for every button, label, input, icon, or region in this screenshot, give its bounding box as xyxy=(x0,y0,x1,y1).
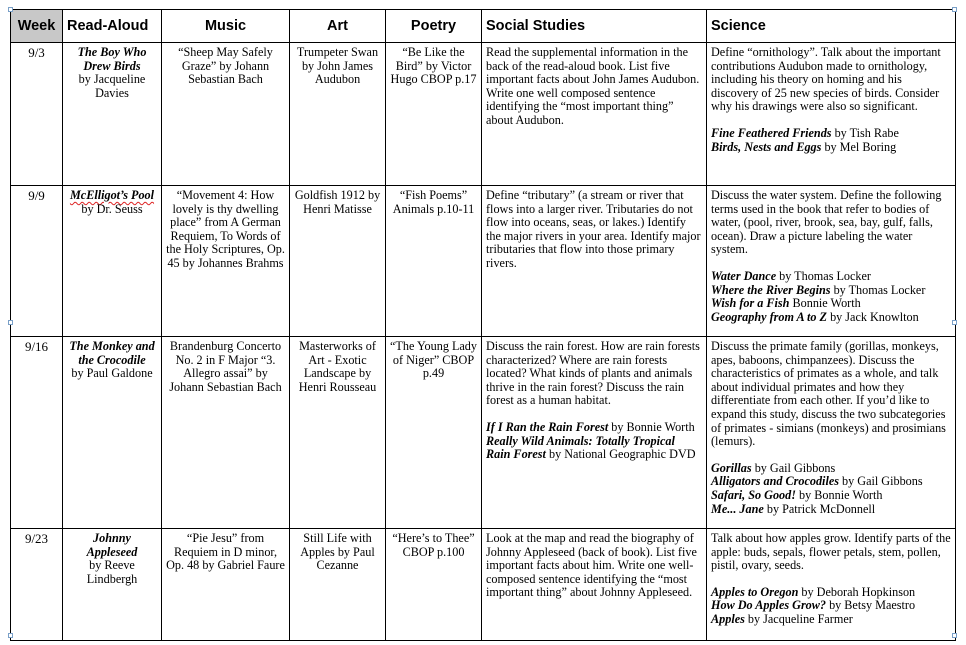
resource-line: Apples to Oregon by Deborah Hopkinson xyxy=(711,584,916,599)
book-author: by Jacqueline Davies xyxy=(78,72,146,100)
week-header: Week xyxy=(11,10,63,43)
read-aloud-header: Read-Aloud xyxy=(63,10,162,43)
read-aloud-cell xyxy=(63,337,162,529)
week-cell: 9/23 xyxy=(11,529,63,641)
poetry-cell: “Here’s to Thee” CBOP p.100 xyxy=(386,529,482,641)
read-aloud-cell xyxy=(63,186,162,337)
book-author: by Dr. Seuss xyxy=(81,201,143,216)
resize-handle-bottom-left[interactable] xyxy=(8,633,13,638)
science-cell xyxy=(707,337,956,529)
book-title: Johnny Appleseed xyxy=(86,531,138,559)
resource-line: Water Dance by Thomas Locker xyxy=(711,268,871,283)
art-cell: Goldfish 1912 by Henri Matisse xyxy=(290,186,386,337)
social-studies-header: Social Studies xyxy=(482,10,707,43)
resource-line: Alligators and Crocodiles by Gail Gibbons xyxy=(711,474,923,489)
poetry-cell: “Fish Poems” Animals p.10-11 xyxy=(386,186,482,337)
lesson-plan-table xyxy=(10,9,956,641)
week-cell: 9/9 xyxy=(11,186,63,337)
music-cell: “Movement 4: How lovely is thy dwelling place” from A German Requiem, To Words of the Holy Scriptures, Op. 45 by Johannes Brahms xyxy=(162,186,290,337)
social-studies-cell: Read the supplemental information in the back of the read-aloud book. List five important facts about John James Audubon. Write one well composed sentence identifying the “most important thing” about Audubon. xyxy=(482,43,707,186)
resource-line: Safari, So Good! by Bonnie Worth xyxy=(711,487,883,502)
social-text: Discuss the rain forest. How are rain forests characterized? Where are rain forests located? What kinds of plants and animals thrive in the rain forest? Discuss the rain forest as a human habitat. xyxy=(486,339,700,408)
science-text: Discuss the water system. Define the following terms used in the book that refer to bodies of water, (pool, river, brook, sea, bay, gulf, falls, ocean). Draw a picture labeling the water system. xyxy=(711,188,942,257)
table-row xyxy=(11,529,956,641)
music-cell: Brandenburg Concerto No. 2 in F Major “3. Allegro assai” by Johann Sebastian Bach xyxy=(162,337,290,529)
science-header: Science xyxy=(707,10,956,43)
social-studies-cell: Look at the map and read the biography of Johnny Appleseed (back of book). List five important facts about him. Write one well-composed sentence identifying the “most important thing” about Johnny Appleseed. xyxy=(482,529,707,641)
science-text: Discuss the primate family (gorillas, monkeys, apes, baboons, chimpanzees). Discuss the characteristics of primates as a whole, and talk about individual primates and how they differentiate from each other. If you’d like to expand this study, discuss the two subcategories of primates - simians (monkeys) and prosimians (lemurs). xyxy=(711,339,946,449)
science-text: Talk about how apples grow. Identify parts of the apple: buds, sepals, flower petals, stem, pollen, pistil, ovary, seeds. xyxy=(711,531,951,573)
resource-line: If I Ran the Rain Forest by Bonnie Worth xyxy=(486,419,695,434)
table-row xyxy=(11,43,956,186)
resource-line: Gorillas by Gail Gibbons xyxy=(711,460,836,475)
lesson-plan-document xyxy=(10,9,956,641)
social-studies-cell: Define “tributary” (a stream or river that flows into a larger river. Tributaries do not flow into oceans, seas, or lakes.) Identify the major rivers in your area. Identify major tributaries that flow into those primary rivers. xyxy=(482,186,707,337)
social-studies-cell xyxy=(482,337,707,529)
resize-handle-top-left[interactable] xyxy=(8,7,13,12)
resource-line: Really Wild Animals: Totally Tropical Rain Forest by National Geographic DVD xyxy=(486,433,696,462)
poetry-cell: “Be Like the Bird” by Victor Hugo CBOP p.17 xyxy=(386,43,482,186)
resize-handle-mid-right[interactable] xyxy=(952,320,957,325)
resource-line: Where the River Begins by Thomas Locker xyxy=(711,282,926,297)
resource-line: Fine Feathered Friends by Tish Rabe xyxy=(711,125,899,140)
music-cell: “Sheep May Safely Graze” by Johann Sebastian Bach xyxy=(162,43,290,186)
art-cell: Masterworks of Art - Exotic Landscape by Henri Rousseau xyxy=(290,337,386,529)
book-title: McElligot’s Pool xyxy=(69,188,155,202)
resource-line: Wish for a Fish Bonnie Worth xyxy=(711,296,861,311)
week-cell: 9/3 xyxy=(11,43,63,186)
resource-line: Apples by Jacqueline Farmer xyxy=(711,611,853,626)
table-row xyxy=(11,186,956,337)
resource-line: Me... Jane by Patrick McDonnell xyxy=(711,501,876,516)
resize-handle-bottom-right[interactable] xyxy=(952,633,957,638)
resize-handle-top-right[interactable] xyxy=(952,7,957,12)
science-cell xyxy=(707,186,956,337)
resize-handle-mid-left[interactable] xyxy=(8,320,13,325)
science-text: Define “ornithology”. Talk about the important contributions Audubon made to ornithology, including his theory on homing and his discovery of 25 new species of birds. Consider why his drawings were also so significant. xyxy=(711,45,941,114)
science-cell xyxy=(707,529,956,641)
resource-line: Birds, Nests and Eggs by Mel Boring xyxy=(711,139,897,154)
music-header: Music xyxy=(162,10,290,43)
art-header: Art xyxy=(290,10,386,43)
book-author: by Reeve Lindbergh xyxy=(86,558,138,586)
book-author: by Paul Galdone xyxy=(71,366,153,381)
resource-line: Geography from A to Z by Jack Knowlton xyxy=(711,309,919,324)
book-title: The Monkey and the Crocodile xyxy=(69,339,155,367)
header-row xyxy=(11,10,956,43)
table-row xyxy=(11,337,956,529)
poetry-cell: “The Young Lady of Niger” CBOP p.49 xyxy=(386,337,482,529)
resource-line: How Do Apples Grow? by Betsy Maestro xyxy=(711,598,916,613)
music-cell: “Pie Jesu” from Requiem in D minor, Op. 48 by Gabriel Faure xyxy=(162,529,290,641)
read-aloud-cell xyxy=(63,529,162,641)
book-title: The Boy Who Drew Birds xyxy=(77,45,147,73)
poetry-header: Poetry xyxy=(386,10,482,43)
art-cell: Still Life with Apples by Paul Cezanne xyxy=(290,529,386,641)
art-cell: Trumpeter Swan by John James Audubon xyxy=(290,43,386,186)
read-aloud-cell xyxy=(63,43,162,186)
week-cell: 9/16 xyxy=(11,337,63,529)
science-cell xyxy=(707,43,956,186)
